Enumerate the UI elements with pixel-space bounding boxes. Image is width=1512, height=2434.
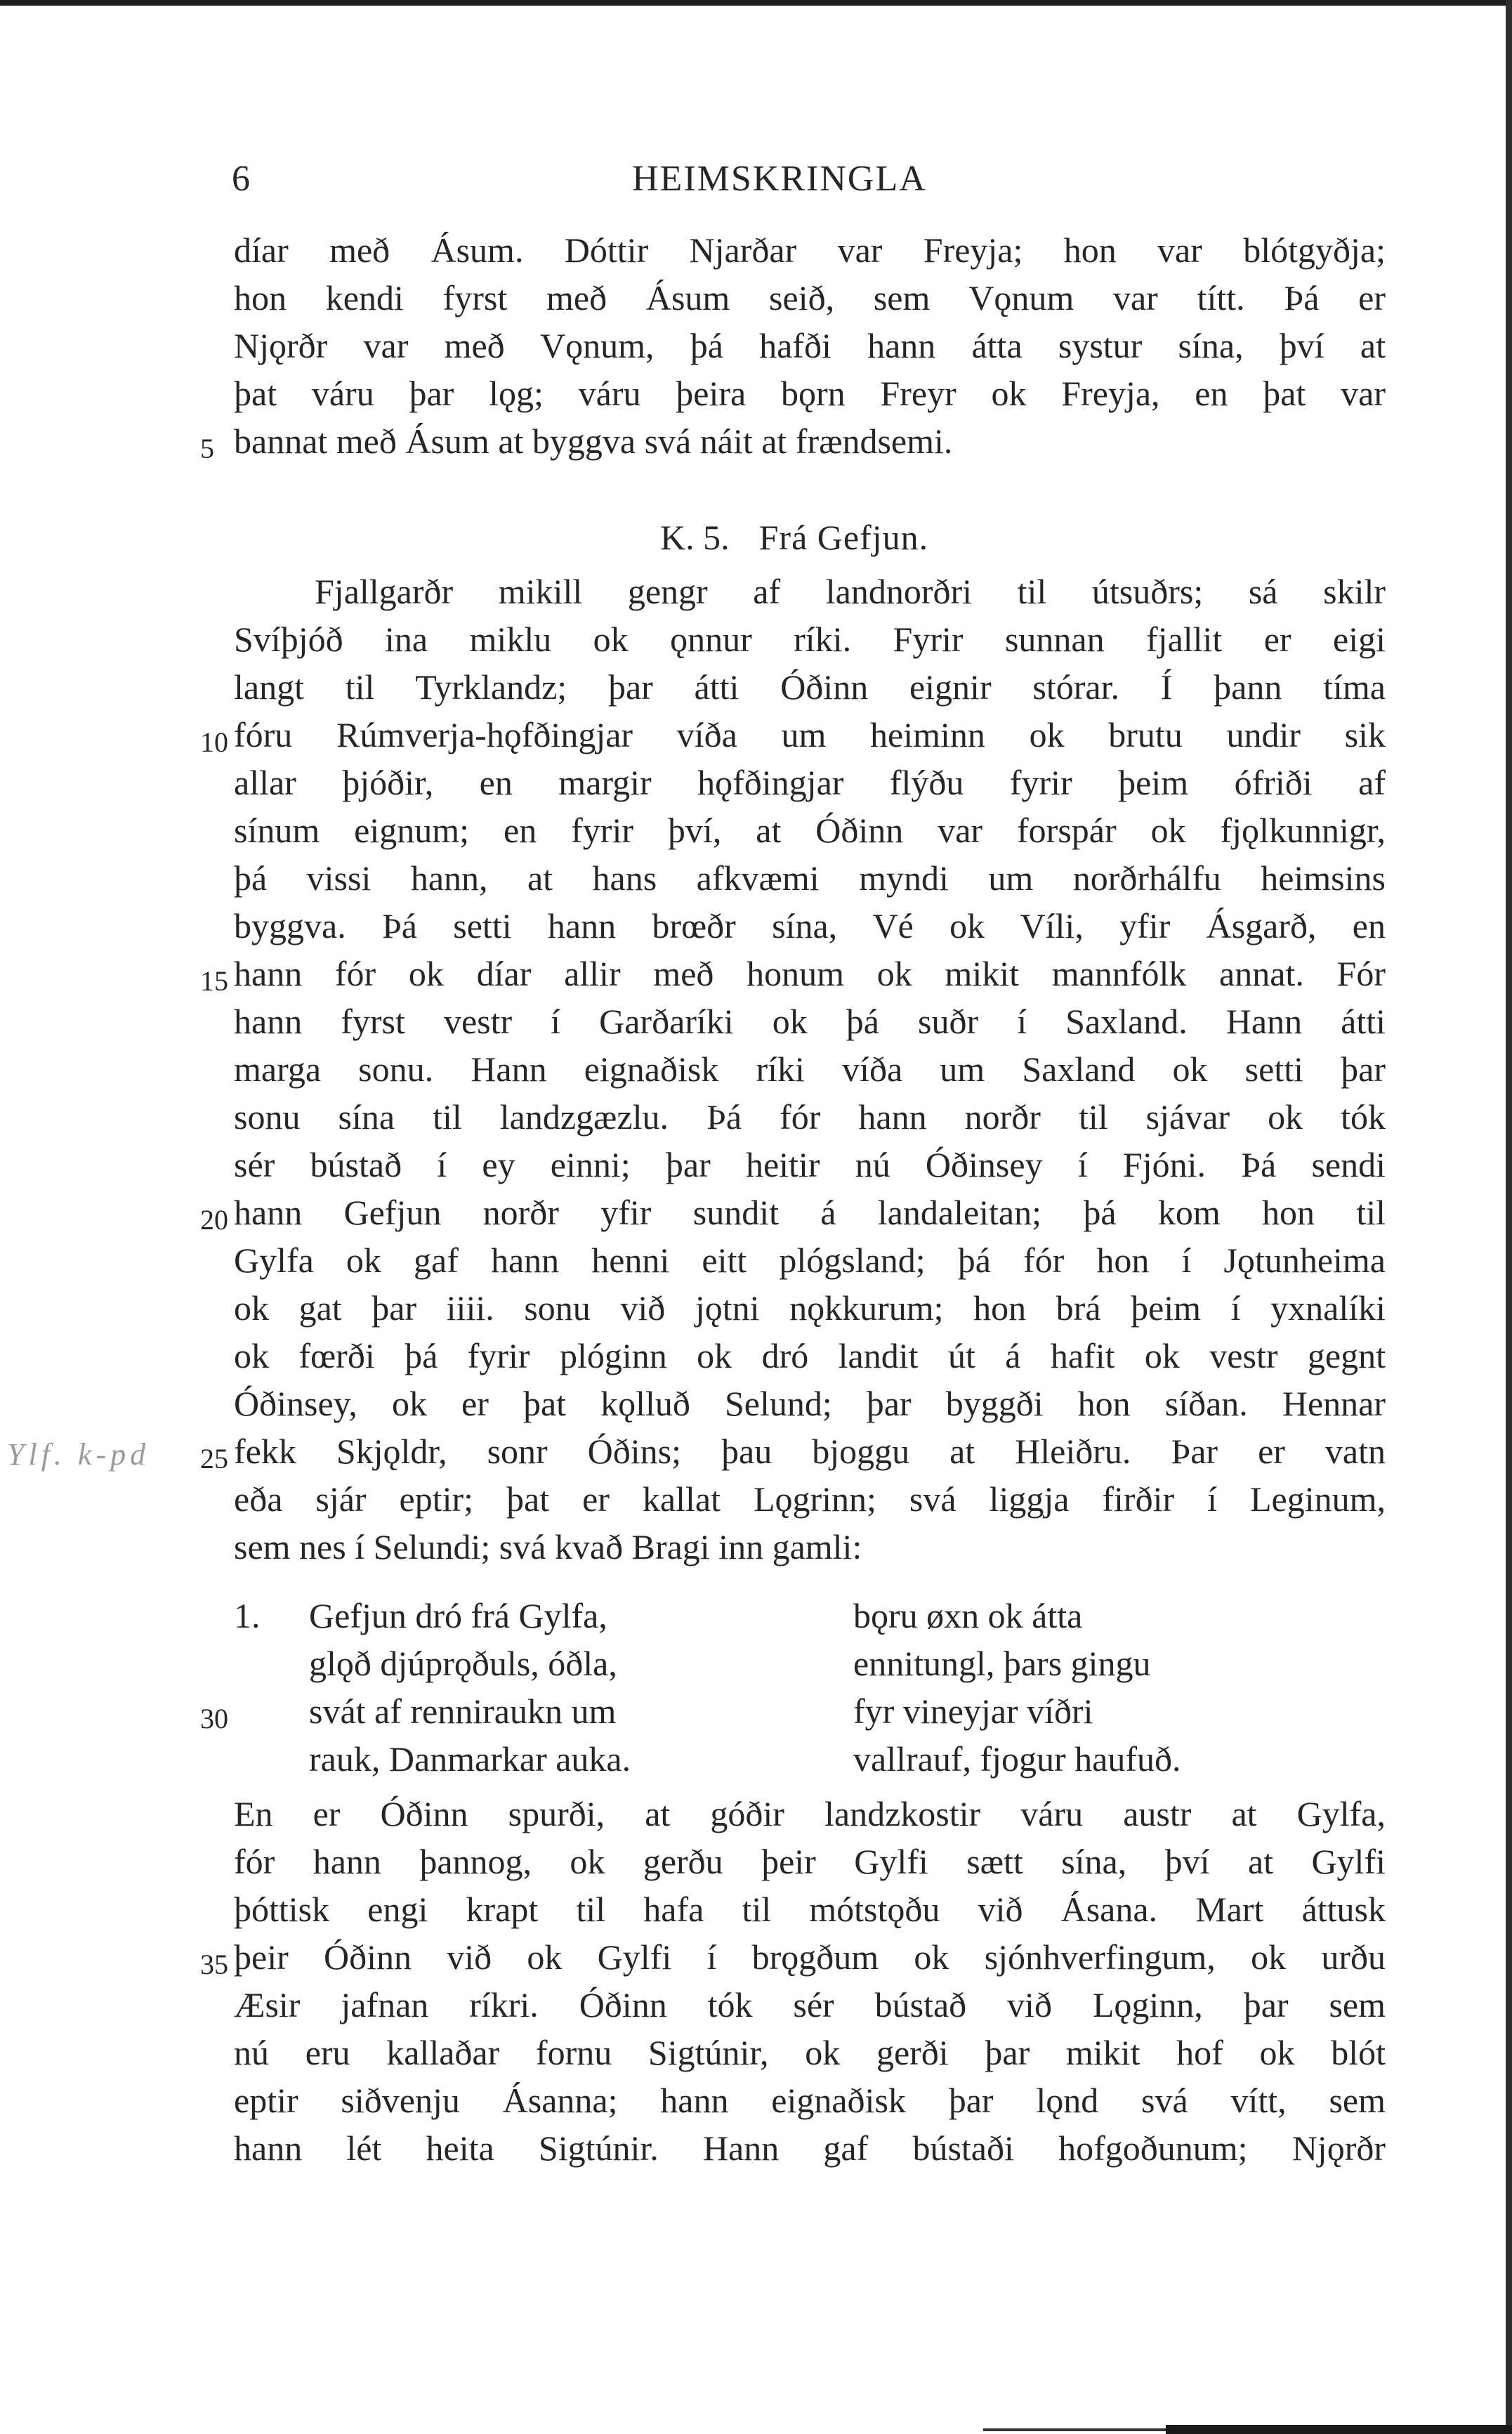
- text-line: sér bústað í ey einni; þar heitir nú Óðinsey í Fjóni. Þá sendi: [234, 1145, 1386, 1184]
- text-line: hann fyrst vestr í Garðaríki ok þá suðr í Saxland. Hann átti: [234, 1002, 1386, 1041]
- line-number: 20: [200, 1204, 228, 1236]
- text-line: Gylfa ok gaf hann henni eitt plógsland; þá fór hon í Jǫtunheima: [234, 1241, 1386, 1280]
- bottom-edge-mark-thin: [983, 2428, 1166, 2431]
- verse-line-left: svát af renniraukn um: [309, 1692, 617, 1731]
- verse-number: 1.: [234, 1596, 261, 1635]
- verse-line-right: ennitungl, þars gingu: [853, 1644, 1151, 1683]
- text-line: Njǫrðr var með Vǫnum, þá hafði hann átta systur sína, því at: [234, 326, 1386, 365]
- text-line: ok gat þar iiii. sonu við jǫtni nǫkkurum; hon brá þeim í yxnalíki: [234, 1288, 1386, 1328]
- text-line: sem nes í Selundi; svá kvað Bragi inn gamli:: [234, 1527, 862, 1566]
- text-line: sonu sína til landzgæzlu. Þá fór hann norðr til sjávar ok tók: [234, 1097, 1386, 1137]
- chapter-label: K. 5.: [660, 518, 730, 557]
- text-line: marga sonu. Hann eignaðisk ríki víða um Saxland ok setti þar: [234, 1049, 1386, 1089]
- text-line: hann lét heita Sigtúnir. Hann gaf bústaði hofgoðunum; Njǫrðr: [234, 2128, 1386, 2168]
- page-number: 6: [232, 159, 250, 199]
- verse-line-right: fyr vineyjar víðri: [853, 1692, 1093, 1731]
- top-edge-rule: [0, 0, 1512, 6]
- text-line: En er Óðinn spurði, at góðir landzkostir váru austr at Gylfa,: [234, 1794, 1386, 1833]
- verse-line-left: glǫð djúprǫðuls, óðla,: [309, 1644, 617, 1683]
- text-line: eptir siðvenju Ásanna; hann eignaðisk þar lǫnd svá vítt, sem: [234, 2081, 1386, 2120]
- line-number: 5: [200, 433, 214, 464]
- text-line: byggva. Þá setti hann brœðr sína, Vé ok Víli, yfir Ásgarð, en: [234, 906, 1386, 946]
- text-line: þat váru þar lǫg; váru þeira bǫrn Freyr ok Freyja, en þat var: [234, 374, 1386, 413]
- text-line: þá vissi hann, at hans afkvæmi myndi um norðrhálfu heimsins: [234, 858, 1386, 898]
- text-line: Óðinsey, ok er þat kǫlluð Selund; þar byggði hon síðan. Hennar: [234, 1384, 1386, 1423]
- line-number: 30: [200, 1703, 228, 1734]
- text-line: díar með Ásum. Dóttir Njarðar var Freyja; hon var blótgyðja;: [234, 230, 1386, 270]
- text-line: bannat með Ásum at byggva svá náit at frændsemi.: [234, 421, 953, 461]
- text-line: Æsir jafnan ríkri. Óðinn tók sér bústað við Lǫginn, þar sem: [234, 1985, 1386, 2024]
- margin-handwriting: Ylf. k-pd: [7, 1437, 150, 1472]
- chapter-title: Frá Gefjun.: [758, 518, 929, 557]
- text-line: fóru Rúmverja-hǫfðingjar víða um heiminn ok brutu undir sik: [234, 715, 1386, 754]
- text-line: nú eru kallaðar fornu Sigtúnir, ok gerði þar mikit hof ok blót: [234, 2033, 1386, 2072]
- text-line: sínum eignum; en fyrir því, at Óðinn var forspár ok fjǫlkunnigr,: [234, 811, 1386, 850]
- text-line: þóttisk engi krapt til hafa til mótstǫðu við Ásana. Mart áttusk: [234, 1890, 1386, 1929]
- text-line: Fjallgarðr mikill gengr af landnorðri til útsuðrs; sá skilr: [315, 572, 1386, 611]
- bottom-edge-mark: [1166, 2425, 1512, 2434]
- text-line: ok fœrði þá fyrir plóginn ok dró landit út á hafit ok vestr gegnt: [234, 1336, 1386, 1375]
- verse-line-left: rauk, Danmarkar auka.: [309, 1739, 631, 1779]
- verse-line-right: bǫru øxn ok átta: [853, 1596, 1083, 1635]
- verse-line-left: Gefjun dró frá Gylfa,: [309, 1596, 607, 1635]
- text-line: allar þjóðir, en margir hǫfðingjar flýðu fyrir þeim ófriði af: [234, 763, 1386, 802]
- text-line: Svíþjóð ina miklu ok ǫnnur ríki. Fyrir sunnan fjallit er eigi: [234, 620, 1386, 659]
- text-line: eða sjár eptir; þat er kallat Lǫgrinn; svá liggja firðir í Leginum,: [234, 1479, 1386, 1519]
- line-number: 10: [200, 726, 228, 758]
- line-number: 25: [200, 1443, 228, 1474]
- text-line: fekk Skjǫldr, sonr Óðins; þau bjoggu at Hleiðru. Þar er vatn: [234, 1432, 1386, 1471]
- line-number: 15: [200, 965, 228, 997]
- text-line: fór hann þannog, ok gerðu þeir Gylfi sætt sína, því at Gylfi: [234, 1842, 1386, 1881]
- chapter-heading: [660, 513, 928, 561]
- running-title: HEIMSKRINGLA: [632, 159, 927, 199]
- text-line: langt til Tyrklandz; þar átti Óðinn eignir stórar. Í þann tíma: [234, 667, 1386, 707]
- text-line: hann fór ok díar allir með honum ok mikit mannfólk annat. Fór: [234, 954, 1386, 993]
- right-edge-rule: [1506, 0, 1512, 2434]
- line-number: 35: [200, 1949, 228, 1980]
- text-line: hon kendi fyrst með Ásum seið, sem Vǫnum var títt. Þá er: [234, 278, 1386, 318]
- verse-line-right: vallrauf, fjogur haufuð.: [853, 1739, 1181, 1779]
- text-line: hann Gefjun norðr yfir sundit á landaleitan; þá kom hon til: [234, 1193, 1386, 1232]
- text-line: þeir Óðinn við ok Gylfi í brǫgðum ok sjónhverfingum, ok urðu: [234, 1937, 1386, 1977]
